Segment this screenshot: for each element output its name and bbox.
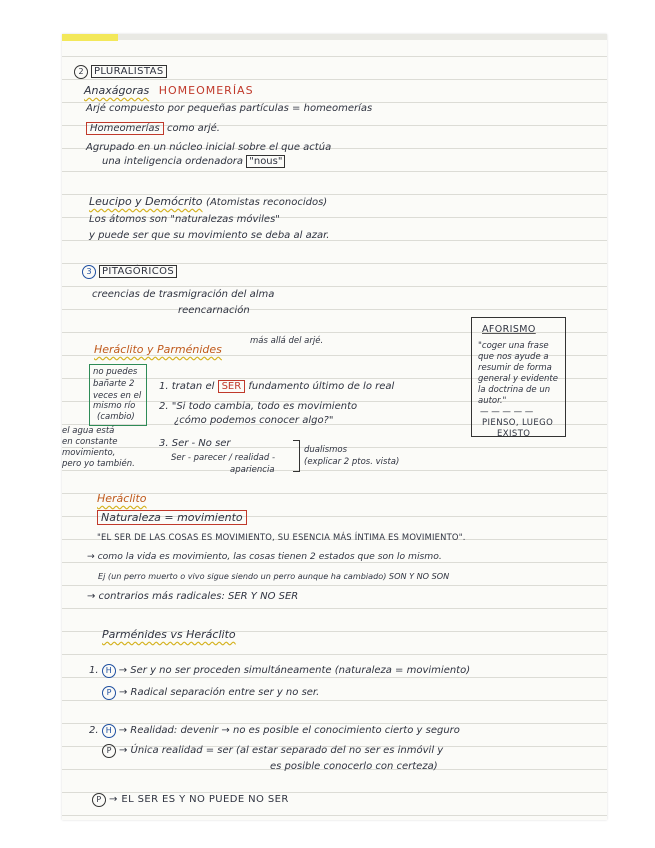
- pienso-luego: PIENSO, LUEGO: [482, 418, 554, 428]
- point-3a: 3. Ser - No ser: [159, 438, 231, 449]
- atomistas-note: (Atomistas reconocidos): [206, 197, 328, 208]
- pluralistas-heading: PLURALISTAS: [91, 65, 167, 78]
- dualismos-label: dualismos: [304, 445, 348, 455]
- naturaleza-row: [97, 511, 247, 524]
- aforismo-text-6: autor.": [478, 396, 507, 406]
- existo: EXISTO: [497, 429, 531, 439]
- p-circle-3: P: [92, 793, 106, 807]
- pluralistas-line-5: Los átomos son "naturalezas móviles": [89, 214, 280, 225]
- comparacion-heading: Parménides vs Heráclito: [102, 628, 236, 641]
- pluralistas-line-2-rest: como arjé.: [166, 123, 220, 134]
- point-3c: apariencia: [230, 465, 275, 475]
- row-1-p: [102, 686, 319, 700]
- left-note-4: pero yo también.: [62, 459, 135, 469]
- pitagoricos-heading-row: [82, 264, 177, 279]
- pluralistas-line-4-pre: una inteligencia ordenadora: [102, 156, 244, 167]
- rio-note-line-4: mismo río: [93, 401, 136, 411]
- anaxagoras-row: [84, 84, 254, 97]
- row-1-h-text: → Ser y no ser proceden simultáneamente (naturaleza = movimiento): [118, 665, 471, 676]
- p-circle: P: [102, 686, 116, 700]
- pitagoricos-line-1: creencias de trasmigración del alma: [92, 289, 275, 300]
- page-top-edge: [62, 34, 607, 40]
- heraclito-heading: Heráclito: [97, 492, 147, 505]
- row-2-p-text-2: es posible conocerlo con certeza): [270, 761, 438, 772]
- point-1-pre: 1. tratan el: [159, 381, 215, 392]
- row-2-p: [102, 744, 443, 758]
- pluralistas-line-3: Agrupado en un núcleo inicial sobre el que actúa: [86, 142, 332, 153]
- nous-box: "nous": [246, 155, 285, 168]
- heraclito-ejemplo: Ej (un perro muerto o vivo sigue siendo un perro aunque ha cambiado) SON Y NO SON: [98, 571, 450, 581]
- rio-note-line-2: bañarte 2: [93, 379, 135, 389]
- heraclito-parmenides-heading: Heráclito y Parménides: [94, 343, 222, 356]
- row-2-p-text-1: → Única realidad = ser (al estar separado del no ser es inmóvil y: [119, 745, 444, 756]
- pluralistas-line-6: y puede ser que su movimiento se deba al azar.: [89, 230, 330, 241]
- homeomerias-title: HOMEOMERÍAS: [158, 84, 254, 97]
- rio-note-line-5: (cambio): [97, 412, 135, 422]
- aforismo-dashes: — — — — —: [480, 407, 534, 417]
- leucipo-row: [89, 195, 327, 209]
- p-circle-2: P: [102, 744, 116, 758]
- aforismo-text-3: resumir de forma: [478, 363, 552, 373]
- row-1-number: 1.: [89, 665, 99, 676]
- heraclito-arrow-2: → contrarios más radicales: SER Y NO SER: [87, 591, 299, 602]
- pitagoricos-heading: PITAGÓRICOS: [99, 265, 177, 278]
- point-1-post: fundamento último de lo real: [248, 381, 395, 392]
- row-1-p-text: → Radical separación entre ser y no ser.: [119, 687, 320, 698]
- explicar-note: (explicar 2 ptos. vista): [304, 457, 400, 467]
- section-number-2: 2: [74, 65, 88, 79]
- heraclito-arrow-1: → como la vida es movimiento, las cosas tienen 2 estados que son lo mismo.: [87, 551, 442, 562]
- homeomerias-box: Homeomerías: [86, 122, 164, 135]
- row-2-h-text: → Realidad: devenir → no es posible el conocimiento cierto y seguro: [118, 725, 460, 736]
- naturaleza-box: Naturaleza = movimiento: [97, 510, 247, 525]
- aforismo-text-4: general y evidente: [478, 374, 558, 384]
- pluralistas-heading-row: [74, 64, 167, 79]
- aforismo-text-5: la doctrina de un: [478, 385, 551, 395]
- left-note-1: el agua está: [62, 426, 115, 436]
- rio-note-line-3: veces en el: [93, 391, 142, 401]
- anaxagoras-name: Anaxágoras: [84, 84, 150, 97]
- section-number-3: 3: [82, 265, 96, 279]
- h-circle-2: H: [102, 724, 116, 738]
- row-2-h: [89, 724, 460, 738]
- ser-box: SER: [218, 380, 246, 393]
- point-2a: 2. "Si todo cambia, todo es movimiento: [159, 401, 358, 412]
- rio-note-line-1: no puedes: [93, 367, 138, 377]
- h-circle: H: [102, 664, 116, 678]
- left-note-3: movimiento,: [62, 448, 116, 458]
- heraclito-quote: "EL SER DE LAS COSAS ES MOVIMIENTO, SU ESENCIA MÁS ÍNTIMA ES MOVIMIENTO".: [97, 532, 466, 542]
- yellow-tape: [62, 34, 118, 41]
- point-1: [159, 381, 394, 393]
- pitagoricos-line-2: reencarnación: [178, 305, 250, 316]
- leucipo-democrito: Leucipo y Demócrito: [89, 195, 203, 208]
- final-row: [92, 793, 289, 807]
- aforismo-text-1: "coger una frase: [478, 341, 549, 351]
- row-2-number: 2.: [89, 725, 99, 736]
- mas-alla-note: más allá del arjé.: [250, 336, 324, 346]
- point-2b: ¿cómo podemos conocer algo?": [174, 415, 334, 426]
- pluralistas-line-1: Arjé compuesto por pequeñas partículas = homeomerías: [86, 103, 373, 114]
- aforismo-title: AFORISMO: [482, 324, 536, 335]
- dualismos-bracket: [293, 440, 300, 472]
- aforismo-text-2: que nos ayude a: [478, 352, 549, 362]
- left-note-2: en constante: [62, 437, 118, 447]
- row-1-h: [89, 664, 470, 678]
- notebook-page: [62, 34, 607, 820]
- point-3b: Ser - parecer / realidad -: [171, 453, 276, 463]
- pluralistas-line-4: [102, 156, 285, 168]
- final-statement: → EL SER ES Y NO PUEDE NO SER: [109, 794, 289, 805]
- pluralistas-line-2: [86, 123, 220, 135]
